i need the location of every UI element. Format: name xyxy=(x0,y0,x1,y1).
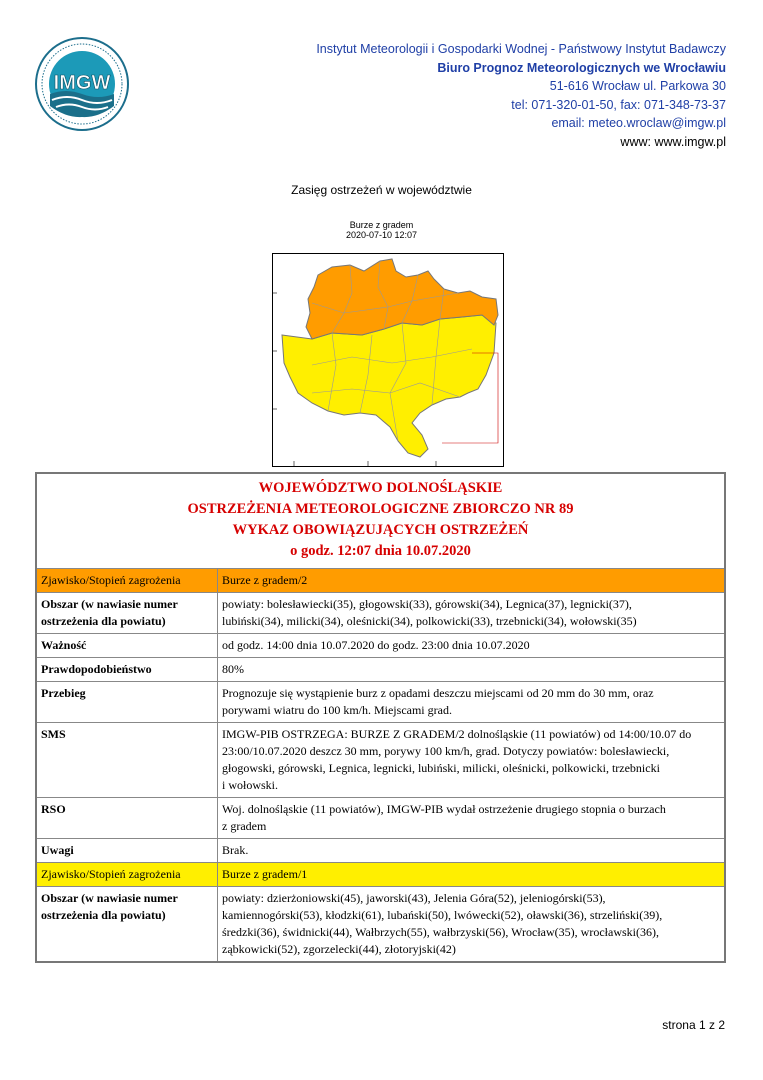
warning2-phenomenon: Burze z gradem/1 xyxy=(218,863,726,887)
warning2-area-line: powiaty: dzierżoniowski(45), jaworski(43), Jelenia Góra(52), jeleniogórski(53), xyxy=(222,891,606,905)
warning1-notes-label: Uwagi xyxy=(36,839,218,863)
warning1-notes-row xyxy=(36,839,725,863)
warning1-area xyxy=(218,593,726,634)
warning1-validity-label: Ważność xyxy=(36,634,218,658)
warning1-area-line: powiaty: bolesławiecki(35), głogowski(33), górowski(34), Legnica(37), legnicki(37), xyxy=(222,597,632,611)
report-subtitle: WYKAZ OBOWIĄZUJĄCYCH OSTRZEŻEŃ xyxy=(232,522,529,538)
warning1-course-line: porywami wiatru do 100 km/h. Miejscami grad. xyxy=(222,703,452,717)
warning1-sms-line: i wołowski. xyxy=(222,778,279,792)
warning1-validity-row xyxy=(36,634,725,658)
report-region: WOJEWÓDZTWO DOLNOŚLĄSKIE xyxy=(258,480,503,496)
warning1-course-line: Prognozuje się wystąpienie burz z opadami deszczu miejscami od 20 mm do 30 mm, oraz xyxy=(222,686,654,700)
warning2-area-line: kamiennogórski(53), kłodzki(61), lubański(50), lwówecki(52), oławski(36), strzeliński(39), xyxy=(222,908,663,922)
warning1-validity: od godz. 14:00 dnia 10.07.2020 do godz. 23:00 dnia 10.07.2020 xyxy=(218,634,726,658)
warning1-probability: 80% xyxy=(218,658,726,682)
warnings-table xyxy=(35,472,726,963)
warning1-course-row xyxy=(36,682,725,723)
logo-text: IMGW xyxy=(53,72,111,94)
warning1-rso xyxy=(218,798,726,839)
warning1-area-label: Obszar (w nawiasie numer ostrzeżenia dla powiatu) xyxy=(36,593,218,634)
imgw-logo xyxy=(34,36,130,132)
warning1-course-label: Przebieg xyxy=(36,682,218,723)
report-time: o godz. 12:07 dnia 10.07.2020 xyxy=(290,543,471,559)
warning2-phenomenon-label: Zjawisko/Stopień zagrożenia xyxy=(36,863,218,887)
institute-header xyxy=(316,40,726,151)
warning2-area-line: ząbkowicki(52), zgorzelecki(44), złotoryjski(42) xyxy=(222,942,456,956)
institute-name: Instytut Meteorologii i Gospodarki Wodnej - Państwowy Instytut Badawczy xyxy=(316,42,726,56)
map-datetime: 2020-07-10 12:07 xyxy=(345,230,418,240)
report-header xyxy=(36,473,725,569)
warning1-phenomenon: Burze z gradem/2 xyxy=(218,569,726,593)
warning1-rso-line: Woj. dolnośląskie (11 powiatów), IMGW-PIB wydał ostrzeżenie drugiego stopnia o burzach xyxy=(222,802,666,816)
warning1-notes: Brak. xyxy=(218,839,726,863)
email: email: meteo.wroclaw@imgw.pl xyxy=(551,116,726,130)
warning1-sms-line: 23:00/10.07.2020 deszcz 30 mm, porywy 100 km/h, grad. Dotyczy powiatów: bolesławiecki, xyxy=(222,744,670,758)
warning1-sms-row xyxy=(36,723,725,798)
address: 51-616 Wrocław ul. Parkowa 30 xyxy=(549,79,726,93)
warning1-phenomenon-label: Zjawisko/Stopień zagrożenia xyxy=(36,569,218,593)
website: www: www.imgw.pl xyxy=(620,134,726,149)
warning1-sms xyxy=(218,723,726,798)
warning1-sms-line: IMGW-PIB OSTRZEGA: BURZE Z GRADEM/2 dolnośląskie (11 powiatów) od 14:00/10.07 do xyxy=(222,727,692,741)
warning1-area-line: lubiński(34), milicki(34), oleśnicki(34), polkowicki(33), trzebnicki(34), wołowski(35) xyxy=(222,614,637,628)
warning-map xyxy=(272,253,504,467)
map-title: Zasięg ostrzeżeń w województwie xyxy=(291,183,472,197)
warning2-area-line: średzki(36), świdnicki(44), Wałbrzych(55), wałbrzyski(56), Wrocław(35), wrocławski(36), xyxy=(222,925,659,939)
warning1-sms-label: SMS xyxy=(36,723,218,798)
office-name: Biuro Prognoz Meteorologicznych we Wrocławiu xyxy=(437,60,726,75)
page-number: strona 1 z 2 xyxy=(662,1018,725,1032)
report-title: OSTRZEŻENIA METEOROLOGICZNE ZBIORCZO NR 89 xyxy=(187,501,574,517)
warning1-rso-line: z gradem xyxy=(222,819,267,833)
warning2-area-label: Obszar (w nawiasie numer ostrzeżenia dla powiatu) xyxy=(36,887,218,963)
warning1-rso-label: RSO xyxy=(36,798,218,839)
map-subtitle: Burze z gradem xyxy=(349,220,414,230)
warning2-area xyxy=(218,887,726,963)
warning1-probability-row xyxy=(36,658,725,682)
warning1-phenomenon-row xyxy=(36,569,725,593)
warning1-area-row xyxy=(36,593,725,634)
warning1-sms-line: głogowski, górowski, Legnica, legnicki, lubiński, milicki, oleśnicki, polkowicki, trzebnicki xyxy=(222,761,660,775)
warning2-phenomenon-row xyxy=(36,863,725,887)
phone-fax: tel: 071-320-01-50, fax: 071-348-73-37 xyxy=(511,97,726,112)
warning1-rso-row xyxy=(36,798,725,839)
warning1-course xyxy=(218,682,726,723)
warning1-probability-label: Prawdopodobieństwo xyxy=(36,658,218,682)
warning2-area-row xyxy=(36,887,725,963)
